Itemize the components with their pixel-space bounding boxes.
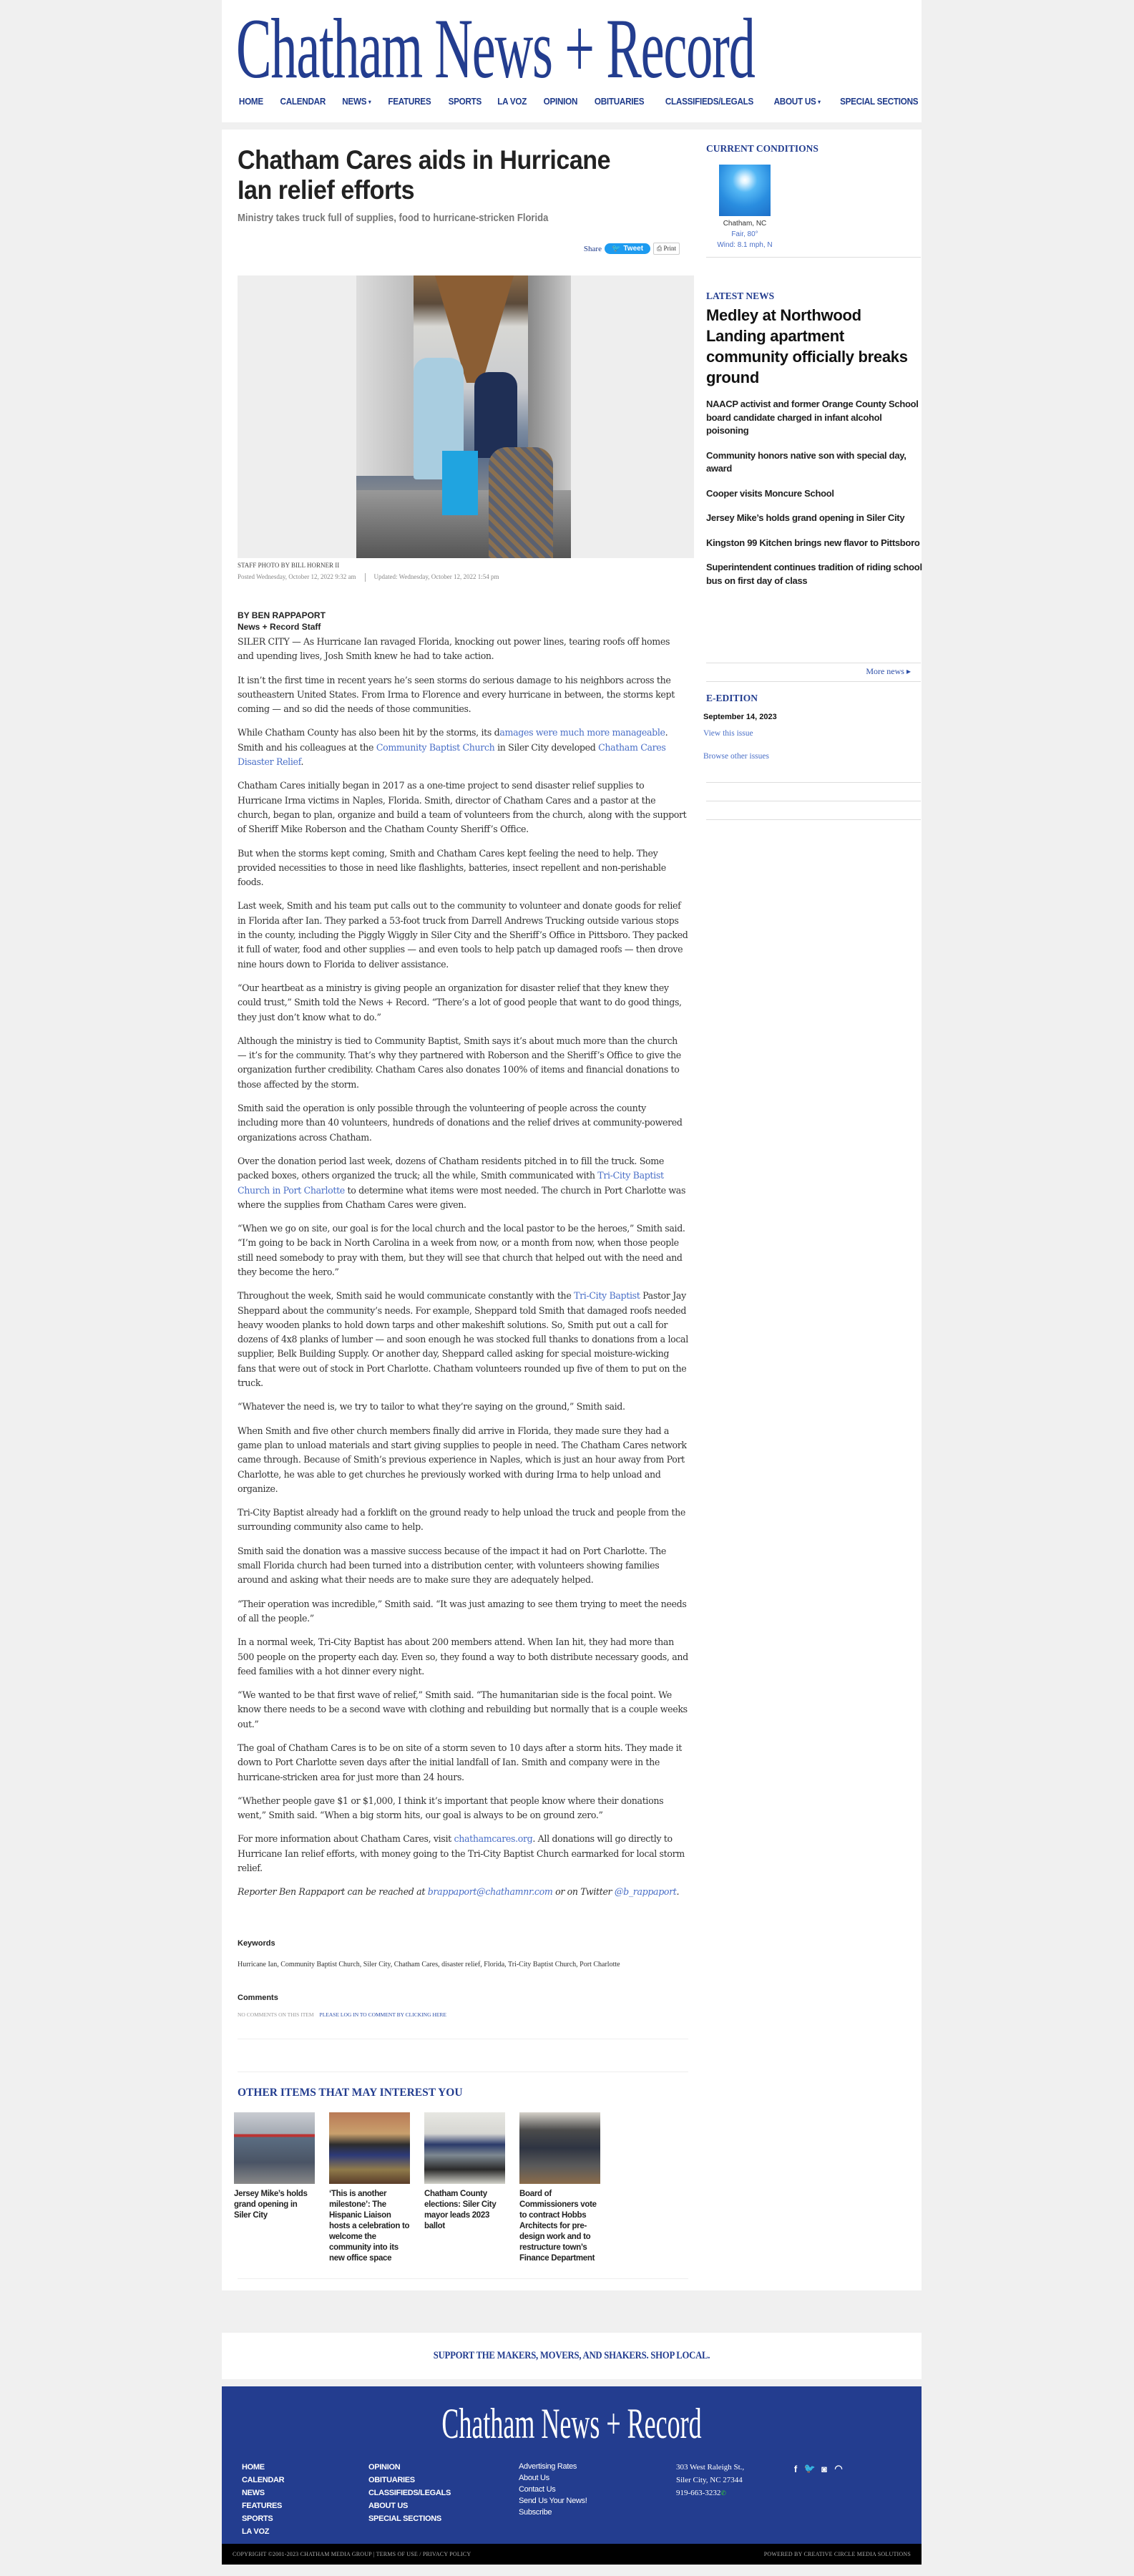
- nav-item-la-voz[interactable]: [498, 96, 527, 107]
- instagram-icon[interactable]: ◙: [821, 2463, 827, 2474]
- divider: [706, 819, 921, 820]
- paragraph-text: “Whatever the need is, we try to tailor to what they’re saying on the ground,” Smith said.: [238, 1401, 625, 1413]
- latest-news-item[interactable]: Superintendent continues tradition of riding school bus on first day of class: [706, 562, 922, 586]
- footer-link-about-us[interactable]: ABOUT US: [368, 2502, 409, 2510]
- nav-item-label: LA VOZ: [497, 96, 527, 107]
- latest-news-item[interactable]: NAACP activist and former Orange County School board candidate charged in infant alcohol poisoning: [706, 399, 919, 436]
- paragraph-text: But when the storms kept coming, Smith and Chatham Cares kept feeling the need to help. They provided necessities to those in need like flashlights, batteries, insect repellent and non-perishable foods.: [238, 847, 666, 888]
- divider: [706, 782, 921, 783]
- support-banner-text: SUPPORT THE MAKERS, MOVERS, AND SHAKERS. SHOP LOCAL.: [433, 2350, 710, 2361]
- nav-item-classifieds-legals[interactable]: [665, 96, 753, 107]
- sunny-weather-icon: [719, 165, 771, 216]
- e-edition-date: September 14, 2023: [703, 713, 777, 721]
- article-photo-frame: [238, 275, 694, 558]
- related-card-image[interactable]: [424, 2112, 505, 2184]
- comments-heading: Comments: [238, 1994, 278, 2002]
- footer-link-obituaries[interactable]: OBITUARIES: [368, 2476, 415, 2484]
- powered-by-text[interactable]: POWERED BY CREATIVE CIRCLE MEDIA SOLUTIONS: [763, 2551, 911, 2557]
- site-footer: [222, 2386, 922, 2544]
- paragraph-text: “We wanted to be that first wave of relief,” Smith said. “The humanitarian side is the focal point. We know there needs to be a second wave with clothing and rebuilding but normally that is a couple weeks out.”: [238, 1689, 688, 1729]
- keywords-heading: Keywords: [238, 1939, 275, 1948]
- article-photo[interactable]: [356, 275, 571, 558]
- article-paragraph: [238, 1154, 688, 1212]
- inline-link[interactable]: Chatham Cares Disaster Relief: [238, 741, 666, 768]
- paragraph-text: Throughout the week, Smith said he would communicate constantly with the: [238, 1290, 575, 1302]
- other-items-grid: [234, 2112, 600, 2264]
- nav-item-obituaries[interactable]: [595, 96, 644, 107]
- nav-item-label: SPORTS: [448, 96, 482, 107]
- article-paragraph: [238, 635, 688, 664]
- article-paragraph: [238, 1400, 688, 1414]
- paragraph-text: For more information about Chatham Cares, visit: [238, 1833, 454, 1845]
- nav-item-label: NEWS: [342, 96, 367, 107]
- paragraph-text: Pastor Jay Sheppard about the community’s needs. For example, Sheppard told Smith that damaged roofs needed heavy wooden planks to hold down tarps and other makeshift solutions. So, Smith put out a call for dozens of 4x8 planks of lumber — and soon enough he was stocked full thanks to donations from a local supplier, Belk Building Supply. Or another day, Sheppard called asking for special moisture-wicking fans that were out of stock in Port Charlotte. Chatham volunteers rounded up five of them to put on the truck.: [238, 1290, 688, 1389]
- paragraph-text: Over the donation period last week, dozens of Chatham residents pitched in to fill the truck. Some packed boxes, others organized the truck; all the while, Smith communicated with: [238, 1155, 664, 1181]
- keywords-list: Hurricane Ian, Community Baptist Church, Siler City, Chatham Cares, disaster relief, Florida, Tri-City Baptist Church, Port Charlotte: [238, 1961, 620, 1968]
- article-paragraph: [238, 1597, 688, 1626]
- nav-item-label: CALENDAR: [280, 96, 326, 107]
- paragraph-text: SILER CITY — As Hurricane Ian ravaged Florida, knocking out power lines, tearing roofs off homes and upending lives, Josh Smith knew he had to take action.: [238, 636, 670, 662]
- paragraph-text: “When we go on site, our goal is for the local church and the local pastor to be the heroes,” Smith said. “I’m going to be back in North Carolina in a week from now, or a month from now, when those people still need somebody to pray with them, but they will see that church that helped out with the need and they become the hero.”: [238, 1223, 685, 1277]
- related-card[interactable]: [519, 2112, 600, 2264]
- article-title: Chatham Cares aids in Hurricane Ian relief efforts: [238, 145, 611, 205]
- nav-item-home[interactable]: [239, 96, 263, 107]
- address-line-1: 303 West Raleigh St.,: [676, 2463, 745, 2472]
- article-paragraph: [238, 847, 688, 890]
- more-news-link[interactable]: [866, 666, 911, 677]
- paragraph-text: Tri-City Baptist already had a forklift on the ground ready to help unload the truck and people from the surrounding community also came to help.: [238, 1507, 685, 1533]
- footer-col-1: [242, 2461, 284, 2538]
- rss-icon[interactable]: ◠: [834, 2463, 843, 2474]
- latest-news-item[interactable]: Kingston 99 Kitchen brings new flavor to Pittsboro: [706, 537, 920, 548]
- print-label: Print: [663, 245, 676, 252]
- inline-link[interactable]: brappaport@chathamnr.com: [427, 1886, 553, 1898]
- paragraph-text: .: [676, 1886, 680, 1898]
- paragraph-text: .: [300, 756, 304, 768]
- paragraph-text: The goal of Chatham Cares is to be on site of a storm seven to 10 days after a storm hits. They made it down to Port Charlotte seven days after the initial landfall of Ian. Smith and company were in the hurricane-stricken area for just more than 24 hours.: [238, 1742, 683, 1782]
- footer-col-3: [519, 2461, 587, 2518]
- related-card-image[interactable]: [329, 2112, 410, 2184]
- footer-link-contact-us[interactable]: Contact Us: [519, 2485, 556, 2494]
- paragraph-text: It isn’t the first time in recent years he’s seen storms do serious damage to his neighbors across the southeastern United States. From Irma to Florence and every hurricane in between, the storms kept coming — and so did the needs of those communities.: [238, 674, 675, 715]
- footer-address: [676, 2461, 744, 2499]
- nav-item-news[interactable]: [343, 96, 371, 107]
- nav-item-calendar[interactable]: [280, 96, 325, 107]
- footer-link-opinion[interactable]: OPINION: [368, 2463, 401, 2472]
- nav-item-label: SPECIAL SECTIONS: [839, 96, 919, 107]
- article-paragraph: [238, 1832, 688, 1875]
- address-line-2: Siler City, NC 27344: [676, 2476, 743, 2484]
- latest-news-item[interactable]: Jersey Mike’s holds grand opening in Siler City: [706, 512, 905, 523]
- divider: [238, 2278, 688, 2279]
- browse-issues-link[interactable]: Browse other issues: [703, 752, 769, 761]
- paragraph-text: Smith said the operation is only possible through the volunteering of people across the county including more than 40 volunteers, hundreds of donations and the relief drives at community-powered organizations across Chatham.: [238, 1103, 683, 1143]
- nav-item-sports[interactable]: [448, 96, 481, 107]
- article-paragraph: [238, 673, 688, 717]
- article-paragraph: [238, 1688, 688, 1732]
- paragraph-text: Although the ministry is tied to Community Baptist, Smith says it’s about much more than the church — it’s for the community. That’s why they partnered with Roberson and the Sheriff’s Office to give the organization further credibility. Chatham Cares also donates 100% of items and financial donations to those affected by the storm.: [238, 1035, 681, 1090]
- copyright-bar: [222, 2544, 922, 2565]
- nav-item-label: FEATURES: [388, 96, 431, 107]
- related-card-title[interactable]: Jersey Mike’s holds grand opening in Siler City: [234, 2190, 308, 2220]
- author-role: News + Record Staff: [238, 622, 321, 632]
- posted-date: Posted Wednesday, October 12, 2022 9:32 am: [238, 573, 356, 580]
- footer-link-advertising-rates[interactable]: Advertising Rates: [519, 2462, 577, 2471]
- footer-link-about-us[interactable]: About Us: [519, 2474, 549, 2482]
- article-paragraph: [238, 1794, 688, 1823]
- latest-news-item[interactable]: Community honors native son with special day, award: [706, 449, 906, 474]
- updated-date: Updated: Wednesday, October 12, 2022 1:54 pm: [373, 573, 499, 580]
- article-paragraph: [238, 1221, 688, 1279]
- paragraph-text: Chatham Cares initially began in 2017 as a one-time project to send disaster relief supplies to Hurricane Irma victims in Naples, Florida. Smith, director of Chatham Cares and a pastor at the church, began to plan, organize and build a team of volunteers from the church, along with the support of Sheriff Mike Roberson and the Chatham County Sheriff’s Office.: [238, 780, 687, 835]
- article-paragraph: [238, 981, 688, 1025]
- footer-link-calendar[interactable]: CALENDAR: [242, 2476, 285, 2484]
- inline-link[interactable]: amages were much more manageable: [499, 727, 665, 738]
- e-edition-heading: E-EDITION: [706, 693, 758, 703]
- article-paragraph: [238, 779, 688, 836]
- facebook-icon[interactable]: f: [793, 2463, 798, 2474]
- related-card[interactable]: [424, 2112, 505, 2264]
- nav-item-special-sections[interactable]: [840, 96, 918, 107]
- related-card-image[interactable]: [519, 2112, 600, 2184]
- related-card-title[interactable]: Chatham County elections: Siler City mayor leads 2023 ballot: [424, 2190, 497, 2230]
- nav-item-label: HOME: [238, 96, 263, 107]
- footer-link-subscribe[interactable]: Subscribe: [519, 2508, 552, 2517]
- support-banner[interactable]: [222, 2333, 922, 2379]
- nav-item-label: OPINION: [543, 96, 577, 107]
- article-paragraph: [238, 1544, 688, 1588]
- divider: [706, 257, 921, 258]
- share-bar: [584, 243, 680, 255]
- related-card[interactable]: [234, 2112, 315, 2264]
- main-nav: [238, 96, 935, 107]
- comments-bar: [238, 2011, 446, 2018]
- nav-item-label: OBITUARIES: [595, 96, 645, 107]
- paragraph-text: In a normal week, Tri-City Baptist has about 200 members attend. When Ian hit, they had more than 500 people on the property each day. Even so, they found a way to both distribute necessary goods, and feed families with a hot dinner every night.: [238, 1636, 688, 1677]
- printer-icon: ⎙: [657, 245, 663, 252]
- paragraph-text: . Smith and his colleagues at the: [238, 727, 668, 753]
- footer-link-news[interactable]: NEWS: [242, 2489, 265, 2497]
- article-subtitle: Ministry takes truck full of supplies, food to hurricane-stricken Florida: [238, 213, 549, 224]
- latest-news-item[interactable]: Cooper visits Moncure School: [706, 487, 834, 499]
- paragraph-text: When Smith and five other church members finally did arrive in Florida, they made sure they had a game plan to unload materials and start giving supplies to people in need. The Chatham Cares network came through. Because of Smith’s previous experience in Naples, which is just an hour away from Port Charlotte, he was able to get churches he previously worked with during Irma to help unload and organize.: [238, 1425, 687, 1494]
- date-divider: [365, 573, 366, 582]
- article-paragraph: [238, 726, 688, 769]
- weather-wind: Wind: 8.1 mph, N: [717, 241, 773, 249]
- latest-news-heading: LATEST NEWS: [706, 291, 775, 301]
- paragraph-text: Smith said the donation was a massive success because of the impact it had on Port Charlotte. The small Florida church had been turned into a distribution center, with volunteers showing families around and asking what their needs are to make sure they are adequately helped.: [238, 1545, 667, 1586]
- copyright-text[interactable]: COPYRIGHT ©2001-2023 CHATHAM MEDIA GROUP | TERMS OF USE / PRIVACY POLICY: [233, 2551, 471, 2557]
- phone-icon: ✆: [720, 2489, 726, 2497]
- tweet-label: Tweet: [623, 245, 644, 253]
- chevron-down-icon: ▾: [817, 99, 821, 106]
- article-paragraph: [238, 1635, 688, 1679]
- weather-location: Chatham, NC: [723, 220, 767, 228]
- paragraph-text: “Our heartbeat as a ministry is giving people an organization for disaster relief that they knew they could trust,” Smith told the News + Record. “There’s a lot of good people that want to do good things, they just don’t know what to do.”: [238, 982, 682, 1023]
- article-paragraph: [238, 899, 688, 971]
- print-button[interactable]: [653, 243, 680, 255]
- inline-link[interactable]: Tri-City Baptist: [574, 1290, 640, 1302]
- footer-col-2: [368, 2461, 451, 2525]
- article-paragraph: [238, 1741, 688, 1785]
- share-label: Share: [583, 244, 602, 253]
- paragraph-text: or on Twitter: [552, 1886, 615, 1898]
- byline: [238, 610, 326, 633]
- paragraph-text: “Their operation was incredible,” Smith said. “It was just amazing to see them trying to meet the needs of all the people.”: [238, 1598, 687, 1624]
- weather-details: [706, 218, 783, 250]
- article-paragraph: [238, 1289, 688, 1390]
- paragraph-text: “Whether people gave $1 or $1,000, I think it’s important that people know where their donations went,” Smith said. “When a big storm hits, our goal is always to be on ground zero.”: [238, 1795, 664, 1821]
- phone-link[interactable]: 919-663-3232: [676, 2489, 721, 2497]
- photo-credit: STAFF PHOTO BY BILL HORNER II: [238, 562, 340, 569]
- author-name: BY BEN RAPPAPORT: [238, 610, 326, 620]
- inline-link[interactable]: chathamcares.org: [454, 1833, 533, 1845]
- twitter-icon[interactable]: 🐦: [803, 2463, 816, 2474]
- article-paragraph: [238, 1101, 688, 1145]
- more-news-label: More news: [866, 666, 904, 676]
- social-links: [791, 2463, 844, 2474]
- inline-link[interactable]: Tri-City Baptist Church in Port Charlotte: [238, 1170, 664, 1196]
- article-dates: [238, 573, 499, 582]
- content-area: [222, 130, 922, 2290]
- nav-item-opinion[interactable]: [543, 96, 577, 107]
- article-paragraph: [238, 1885, 688, 1899]
- article-paragraph: [238, 1034, 688, 1092]
- paragraph-text: to determine what items were most needed. The church in Port Charlotte was where the supplies from Chatham Cares were given.: [238, 1184, 686, 1210]
- paragraph-text: in Siler City developed: [494, 741, 599, 753]
- latest-news-list: [706, 398, 924, 599]
- footer-link-send-us-your-news[interactable]: Send Us Your News!: [519, 2497, 587, 2505]
- footer-link-features[interactable]: FEATURES: [242, 2502, 283, 2510]
- footer-masthead[interactable]: Chatham News + Record: [441, 2400, 702, 2447]
- article-paragraph: [238, 1424, 688, 1496]
- other-items-heading: OTHER ITEMS THAT MAY INTEREST YOU: [238, 2087, 463, 2099]
- no-comments-text: NO COMMENTS ON THIS ITEM: [238, 2011, 314, 2018]
- footer-link-sports[interactable]: SPORTS: [242, 2514, 273, 2523]
- site-header: [222, 0, 922, 122]
- footer-link-la-voz[interactable]: LA VOZ: [242, 2527, 270, 2536]
- caret-right-icon: ▸: [906, 666, 911, 676]
- paragraph-text: . All donations will go directly to Hurricane Ian relief efforts, with money going to the Tri-City Baptist Church earmarked for local storm relief.: [238, 1833, 685, 1874]
- chevron-down-icon: ▾: [368, 99, 371, 106]
- article-body: [238, 635, 688, 1909]
- footer-link-home[interactable]: HOME: [242, 2463, 265, 2472]
- latest-news-lead[interactable]: Medley at Northwood Landing apartment community officially breaks ground: [706, 306, 908, 386]
- footer-link-classifieds-legals[interactable]: CLASSIFIEDS/LEGALS: [368, 2489, 451, 2497]
- nav-item-label: ABOUT US: [773, 96, 816, 107]
- related-card-title[interactable]: ‘This is another milestone’: The Hispanic Liaison hosts a celebration to welcome the community into its new office space: [329, 2190, 410, 2263]
- masthead-logo[interactable]: Chatham News + Record: [236, 1, 755, 96]
- nav-item-about-us[interactable]: [773, 96, 820, 107]
- inline-link[interactable]: Community Baptist Church: [376, 741, 495, 753]
- article-paragraph: [238, 1506, 688, 1535]
- nav-item-features[interactable]: [388, 96, 431, 107]
- twitter-bird-icon: 🐦: [611, 245, 621, 253]
- current-conditions-heading: CURRENT CONDITIONS: [706, 143, 818, 154]
- nav-item-label: CLASSIFIEDS/LEGALS: [665, 96, 753, 107]
- login-to-comment-link[interactable]: PLEASE LOG IN TO COMMENT BY CLICKING HERE: [319, 2011, 446, 2018]
- paragraph-text: While Chatham County has also been hit by the storms, its d: [238, 727, 500, 738]
- tweet-button[interactable]: [605, 243, 650, 254]
- inline-link[interactable]: @b_rappaport: [614, 1886, 677, 1898]
- view-issue-link[interactable]: View this issue: [703, 729, 753, 738]
- divider: [706, 681, 921, 682]
- paragraph-text: Last week, Smith and his team put calls out to the community to volunteer and donate goods for relief in Florida after Ian. They parked a 53-foot truck from Darrell Andrews Trucking outside various stops in the county, including the Piggly Wiggly in Siler City and the Sheriff’s Office in Pittsboro. They packed it full of water, food and other supplies — and even tools to help patch up damaged roofs — then drove nine hours down to Florida to deliver assistance.: [238, 900, 688, 970]
- related-card-image[interactable]: [234, 2112, 315, 2184]
- footer-link-special-sections[interactable]: SPECIAL SECTIONS: [368, 2514, 441, 2523]
- related-card-title[interactable]: Board of Commissioners vote to contract Hobbs Architects for pre-design work and to restructure town’s Finance Department: [519, 2190, 597, 2263]
- related-card[interactable]: [329, 2112, 410, 2264]
- paragraph-text: Reporter Ben Rappaport can be reached at: [238, 1886, 428, 1898]
- weather-condition: Fair, 80°: [731, 230, 758, 238]
